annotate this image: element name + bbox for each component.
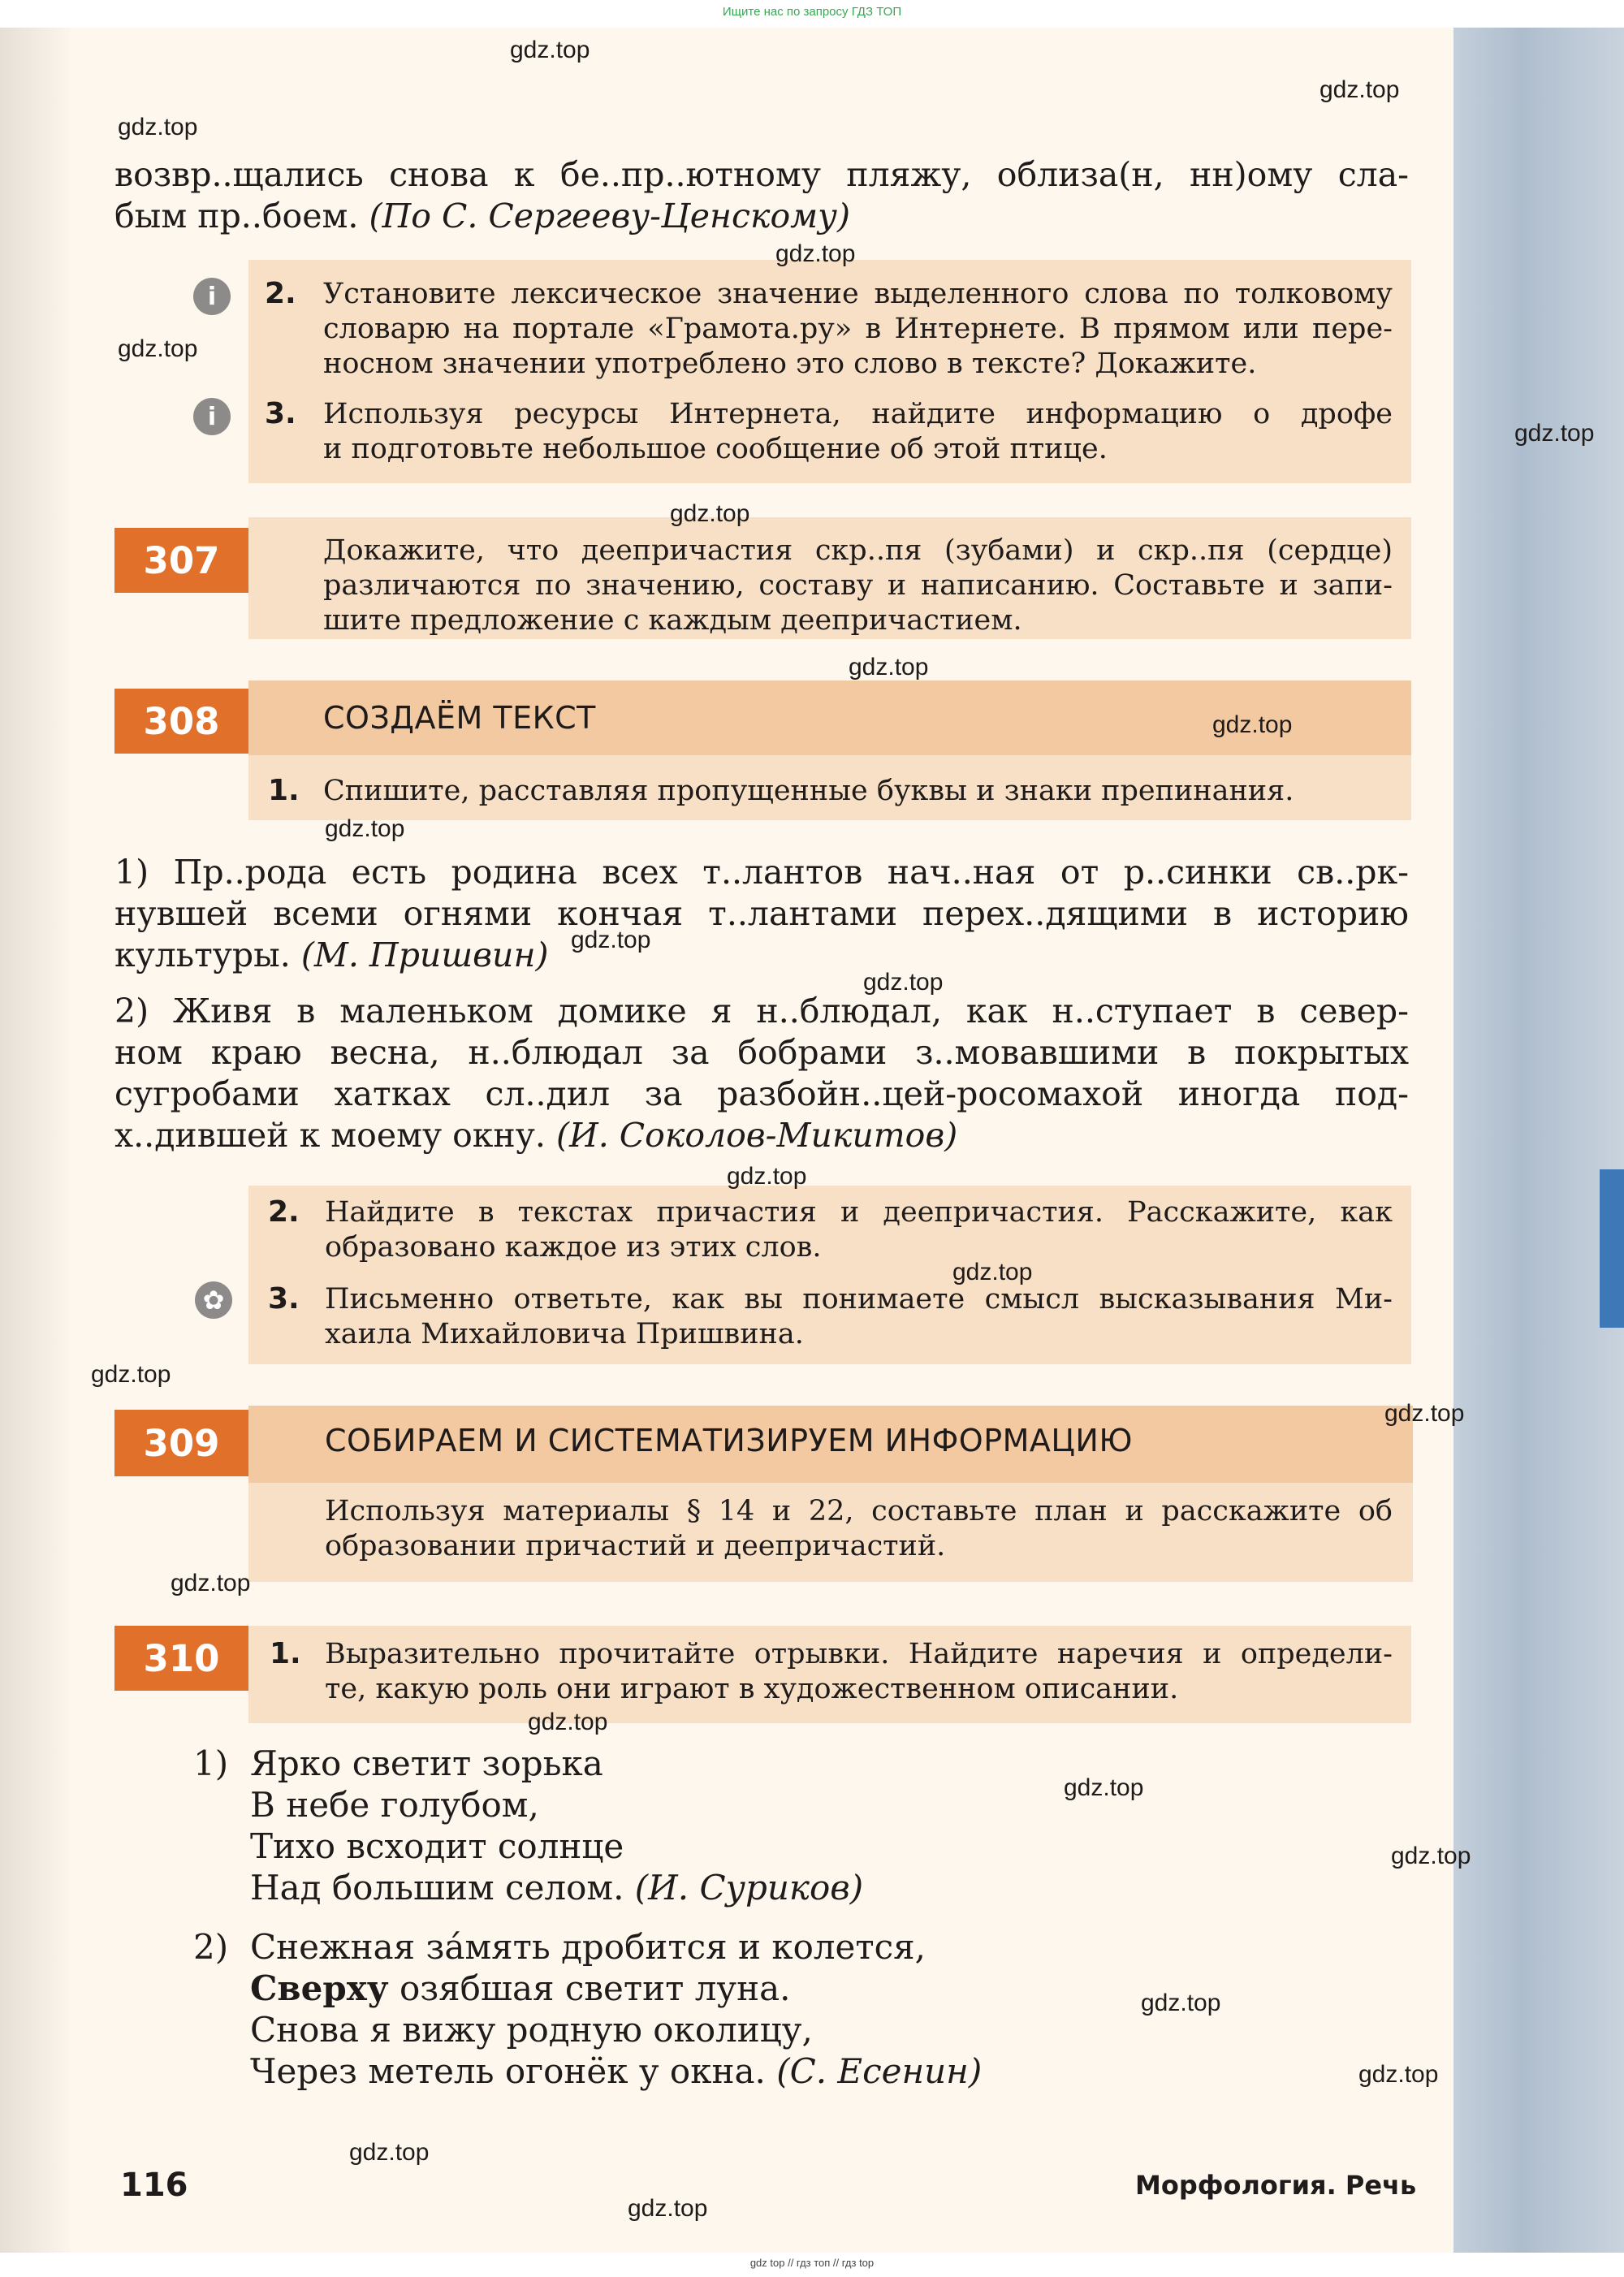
watermark: gdz.top (863, 969, 944, 996)
watermark: gdz.top (1320, 76, 1400, 103)
exercise-309-title: СОБИРАЕМ И СИСТЕМАТИЗИРУЕМ ИНФОРМАЦИЮ (325, 1423, 1133, 1458)
task-prev-2-number: 2. (265, 277, 296, 310)
exercise-308-task-3-line-1: Письменно ответьте, как вы понимаете смысл высказывания Ми- (325, 1283, 1393, 1316)
bottom-note: gdz top // гдз топ // гдз top (749, 2257, 875, 2269)
poem-2-line-4 (250, 2050, 982, 2092)
poem-2-line-2-rest: озябшая светит луна. (388, 1968, 791, 2008)
watermark: gdz.top (849, 654, 929, 681)
text-1-line-1: 1) Пр..рода есть родина всех т..лантов нач..ная от р..синки св..рк- (114, 853, 1409, 892)
text-1-author: (М. Пришвин) (300, 935, 549, 974)
exercise-307-line-2: различаются по значению, составу и написанию. Составьте и запи- (323, 569, 1393, 602)
text-1-last: культуры. (114, 935, 291, 974)
task-prev-3-line-2: и подготовьте небольшое сообщение об этой птице. (323, 433, 1108, 465)
exercise-310-number: 310 (114, 1626, 248, 1691)
poem-1-line-1: Ярко светит зорька (250, 1743, 603, 1783)
text-2-last: х..дившей к моему окну. (114, 1116, 546, 1155)
section-title: Морфология. Речь (1135, 2170, 1417, 2201)
exercise-308-task-1-number: 1. (268, 774, 300, 807)
watermark: gdz.top (571, 927, 651, 953)
poem-2-last: Через метель огонёк у окна. (250, 2051, 766, 2091)
watermark: gdz.top (1141, 1990, 1221, 2016)
page-number: 116 (120, 2167, 188, 2204)
intro-line-2 (114, 196, 1409, 237)
watermark: gdz.top (1358, 2061, 1439, 2088)
top-strip (0, 0, 1624, 28)
text-2-line-2: ном краю весна, н..блюдал за бобрами з..мовавшими в покрытых (114, 1033, 1409, 1072)
bottom-strip (0, 2253, 1624, 2277)
watermark: gdz.top (1384, 1400, 1465, 1427)
intro-line-1: возвр..щались снова к бе..пр..ютному пляжу, облиза(н, нн)ому сла- (114, 155, 1409, 194)
watermark: gdz.top (325, 815, 405, 842)
text-1-line-3 (114, 935, 1409, 976)
poem-1-line-4 (250, 1867, 863, 1908)
exercise-308-task-2-line-1: Найдите в текстах причастия и деепричастия. Расскажите, как (325, 1196, 1393, 1229)
exercise-308-task-2-number: 2. (268, 1195, 300, 1229)
exercise-308-number: 308 (114, 689, 248, 754)
watermark: gdz.top (118, 114, 198, 140)
page-gutter-shadow (0, 28, 70, 2253)
watermark: gdz.top (727, 1163, 807, 1190)
poem-1-line-3: Тихо всходит солнце (250, 1826, 624, 1866)
exercise-307-number: 307 (114, 528, 248, 593)
exercise-308-task-1-text: Спишите, расставляя пропущенные буквы и знаки препинания. (323, 775, 1294, 807)
next-page-tab (1600, 1169, 1624, 1328)
exercise-307-line-3: шите предложение с каждым деепричастием. (323, 604, 1022, 637)
next-page-edge (1453, 28, 1624, 2253)
exercise-308-task-2-line-2: образовано каждое из этих слов. (325, 1231, 822, 1264)
intro-line-2-text: бым пр..боем. (114, 197, 359, 235)
poem-2-line-2 (250, 1968, 791, 2009)
exercise-308-title: СОЗДАЁМ ТЕКСТ (323, 700, 596, 736)
watermark: gdz.top (349, 2139, 430, 2166)
text-2-line-3: сугробами хатках сл..дил за разбойн..цей-росомахой иногда под- (114, 1074, 1409, 1113)
text-2-line-4 (114, 1115, 1409, 1156)
exercise-307-line-1: Докажите, что деепричастия скр..пя (зубами) и скр..пя (сердце) (323, 534, 1393, 567)
exercise-310-task-1-line-1: Выразительно прочитайте отрывки. Найдите наречия и определи- (325, 1638, 1393, 1670)
watermark: gdz.top (775, 240, 856, 267)
poem-2-number: 2) (193, 1927, 229, 1967)
watermark: gdz.top (1514, 420, 1595, 447)
watermark: gdz.top (171, 1570, 251, 1596)
exercise-310-task-1-number: 1. (270, 1637, 301, 1670)
info-icon: i (193, 278, 231, 315)
exercise-308-task-3-line-2: хаила Михайловича Пришвина. (325, 1318, 804, 1350)
task-prev-2-line-1: Установите лексическое значение выделенного слова по толковому (323, 278, 1393, 310)
flower-icon: ✿ (195, 1281, 232, 1319)
task-prev-3-line-1: Используя ресурсы Интернета, найдите информацию о дрофе (323, 398, 1393, 430)
watermark: gdz.top (1064, 1774, 1144, 1801)
poem-2-line-1: Снежная за́мять дробится и колется, (250, 1927, 926, 1967)
poem-2-bold-word: Сверху (250, 1968, 389, 2008)
exercise-309-number: 309 (114, 1410, 248, 1476)
watermark: gdz.top (628, 2195, 708, 2222)
info-icon: i (193, 398, 231, 435)
text-2-author: (И. Соколов-Микитов) (555, 1116, 958, 1155)
exercise-309-line-1: Используя материалы § 14 и 22, составьте план и расскажите об (325, 1495, 1393, 1527)
task-prev-2-line-2: словарю на портале «Грамота.ру» в Интернете. В прямом или пере- (323, 313, 1393, 345)
exercise-310-task-1-line-2: те, какую роль они играют в художественном описании. (325, 1673, 1179, 1705)
poem-1-number: 1) (193, 1743, 229, 1783)
text-1-line-2: нувшей всеми огнями кончая т..лантами перех..дящими в историю (114, 894, 1409, 933)
exercise-309-line-2: образовании причастий и деепричастий. (325, 1530, 946, 1562)
top-note: Ищите нас по запросу ГДЗ ТОП (722, 5, 902, 19)
watermark: gdz.top (91, 1361, 171, 1388)
poem-1-line-2: В небе голубом, (250, 1785, 539, 1825)
watermark: gdz.top (528, 1709, 608, 1735)
poem-2-line-3: Снова я вижу родную околицу, (250, 2010, 813, 2050)
task-prev-3-number: 3. (265, 397, 296, 430)
watermark: gdz.top (670, 500, 750, 527)
task-prev-2-line-3: носном значении употреблено это слово в тексте? Докажите. (323, 348, 1257, 380)
exercise-308-task-3-number: 3. (268, 1282, 300, 1316)
watermark: gdz.top (1391, 1843, 1471, 1869)
intro-author: (По С. Сергееву-Ценскому) (369, 197, 850, 235)
text-2-line-1: 2) Живя в маленьком домике я н..блюдал, как н..ступает в север- (114, 992, 1409, 1030)
poem-1-last: Над большим селом. (250, 1868, 624, 1908)
poem-1-author: (И. Суриков) (634, 1868, 864, 1908)
watermark: gdz.top (1212, 711, 1293, 738)
watermark: gdz.top (952, 1259, 1033, 1285)
watermark: gdz.top (118, 335, 198, 362)
poem-2-author: (С. Есенин) (776, 2051, 983, 2091)
watermark: gdz.top (510, 37, 590, 63)
